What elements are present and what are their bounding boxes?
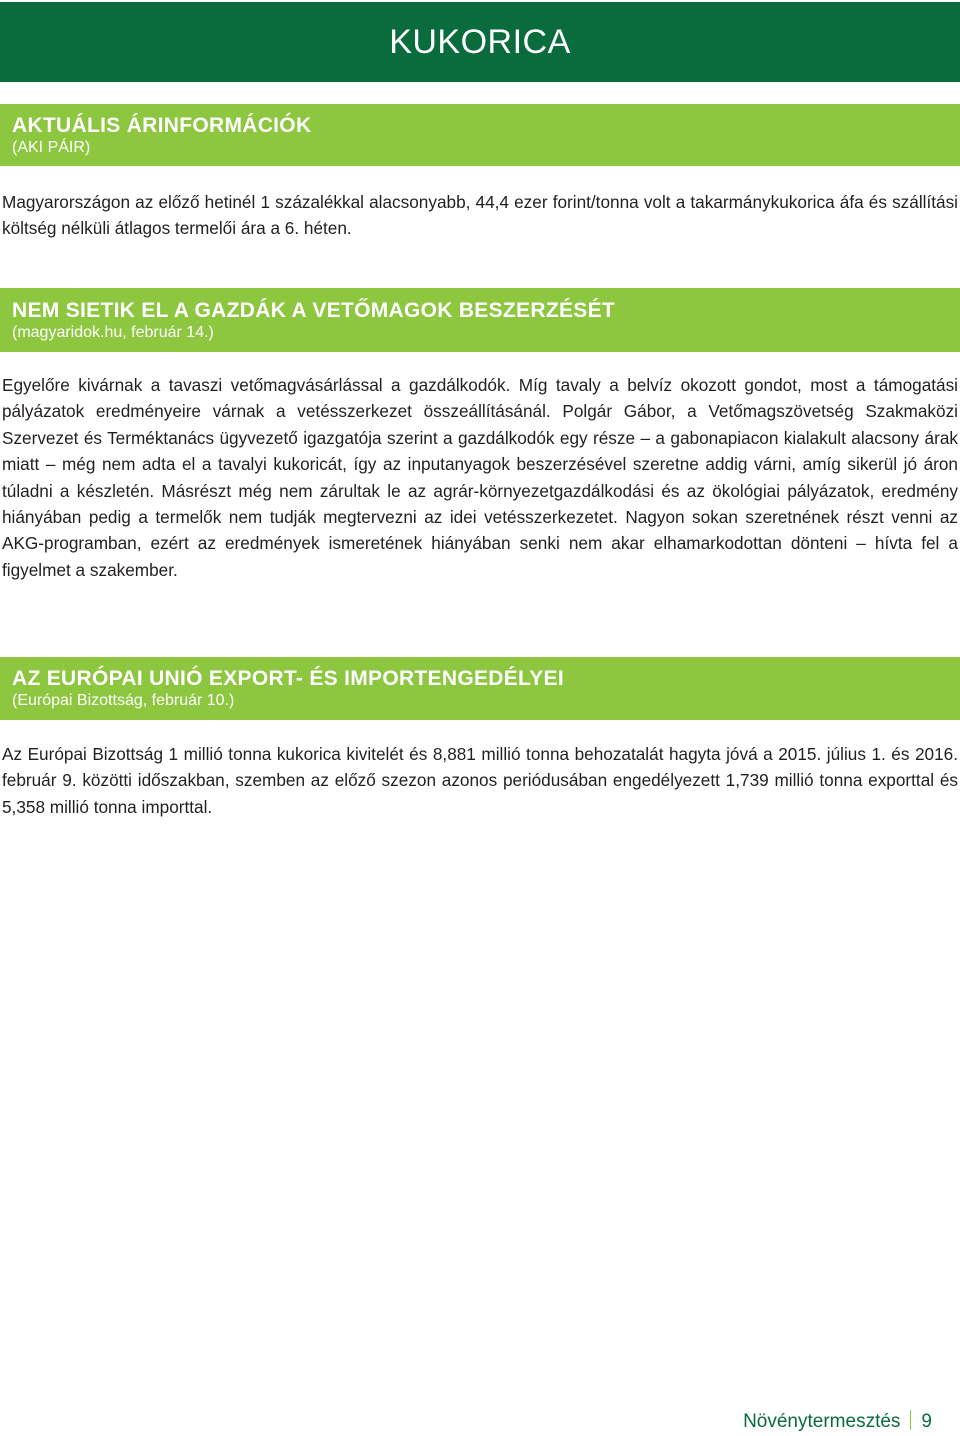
section-header-seeds <box>0 288 960 352</box>
section-source: (Európai Bizottság, február 10.) <box>12 692 235 709</box>
page-footer <box>743 1410 932 1433</box>
publication-name: Növénytermesztés <box>743 1411 901 1432</box>
section-source: (magyaridok.hu, február 14.) <box>12 324 214 341</box>
section-title: AKTUÁLIS ÁRINFORMÁCIÓK <box>12 114 312 137</box>
page-title: KUKORICA <box>389 23 571 61</box>
section-header-prices <box>0 104 960 166</box>
page-number: 9 <box>921 1411 932 1432</box>
article-body: Az Európai Bizottság 1 millió tonna kukorica kivitelét és 8,881 millió tonna behozatalát hagyta jóvá a 2015. július 1. és 2016. február 9. közötti időszakban, szemben az előző szezon azonos periódusában engedélyezett 1,739 millió tonna exporttal és 5,358 millió tonna importtal. <box>2 744 958 817</box>
article-body: Egyelőre kivárnak a tavaszi vetőmagvásárlással a gazdálkodók. Míg tavaly a belvíz okozott gondot, most a támogatási pályázatok eredményeire várnak a vetésszerkezet összeállításánál. Polgár Gábor, a Vetőmagszövetség Szakmaközi Szervezet és Terméktanács ügyvezető igazgatója szerint a gazdálkodók egy része – a gabonapiacon kialakult alacsony árak miatt – még nem adta el a tavalyi kukoricát, így az inputanyagok beszerzésével szeretne addig várni, amíg sikerül jó áron túladni a készletén. Másrészt még nem zárultak le az agrár-környezetgazdálkodási és az ökológiai pályázatok, eredmény hiányában pedig a termelők nem tudják megtervezni az idei vetésszerkezetet. Nagyon sokan szeretnének részt venni az AKG-programban, ezért az eredmények ismeretének hiányában senki nem akar elhamarkodottan dönteni – hívta fel a figyelmet a szakember. <box>2 375 958 580</box>
section-header-eu-licences <box>0 657 960 720</box>
section-title: AZ EURÓPAI UNIÓ EXPORT- ÉS IMPORTENGEDÉLYEI <box>12 667 564 690</box>
footer-divider <box>910 1410 911 1430</box>
article-body: Magyarországon az előző hetinél 1 százalékkal alacsonyabb, 44,4 ezer forint/tonna volt a takarmánykukorica áfa és szállítási költség nélküli átlagos termelői ára a 6. héten. <box>2 192 958 239</box>
title-banner <box>0 2 960 82</box>
section-source: (AKI PÁIR) <box>12 139 91 156</box>
section-title: NEM SIETIK EL A GAZDÁK A VETŐMAGOK BESZERZÉSÉT <box>12 299 615 322</box>
